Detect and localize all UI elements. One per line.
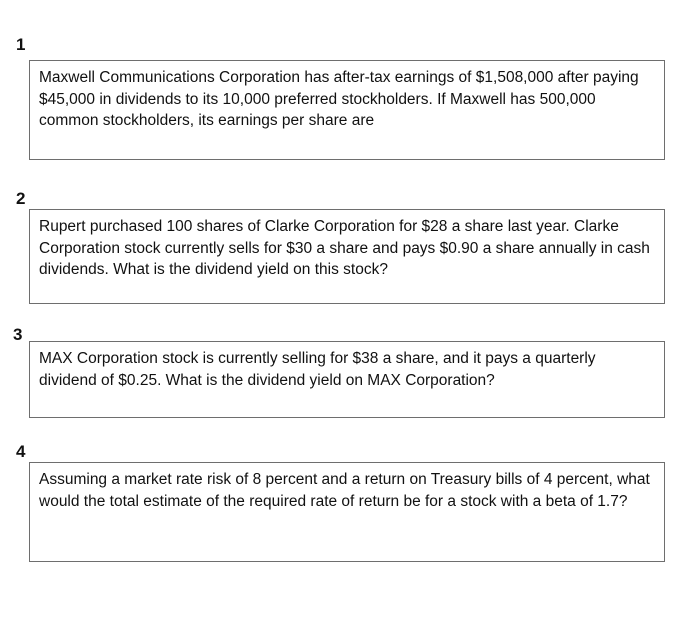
question-2-number: 2 — [16, 189, 26, 208]
question-4-number: 4 — [16, 442, 26, 461]
question-3-box — [29, 341, 665, 418]
question-4-box — [29, 462, 665, 562]
question-1-number: 1 — [16, 35, 26, 54]
question-2-text: Rupert purchased 100 shares of Clarke Corporation for $28 a share last year. Clarke Corporation stock currently sells for $30 a share and pays $0.90 a share annually in cash dividends. What is the dividend yield on this stock? — [39, 218, 650, 278]
question-2-box — [29, 209, 665, 304]
question-3-number: 3 — [13, 325, 23, 344]
question-3-text: MAX Corporation stock is currently selling for $38 a share, and it pays a quarterly dividend of $0.25. What is the dividend yield on MAX Corporation? — [39, 350, 596, 389]
question-1-text: Maxwell Communications Corporation has after-tax earnings of $1,508,000 after paying $45,000 in dividends to its 10,000 preferred stockholders. If Maxwell has 500,000 common stockholders, its earnings per share are — [39, 69, 639, 129]
question-4-text: Assuming a market rate risk of 8 percent and a return on Treasury bills of 4 percent, what would the total estimate of the required rate of return be for a stock with a beta of 1.7? — [39, 471, 650, 510]
question-1-box — [29, 60, 665, 160]
